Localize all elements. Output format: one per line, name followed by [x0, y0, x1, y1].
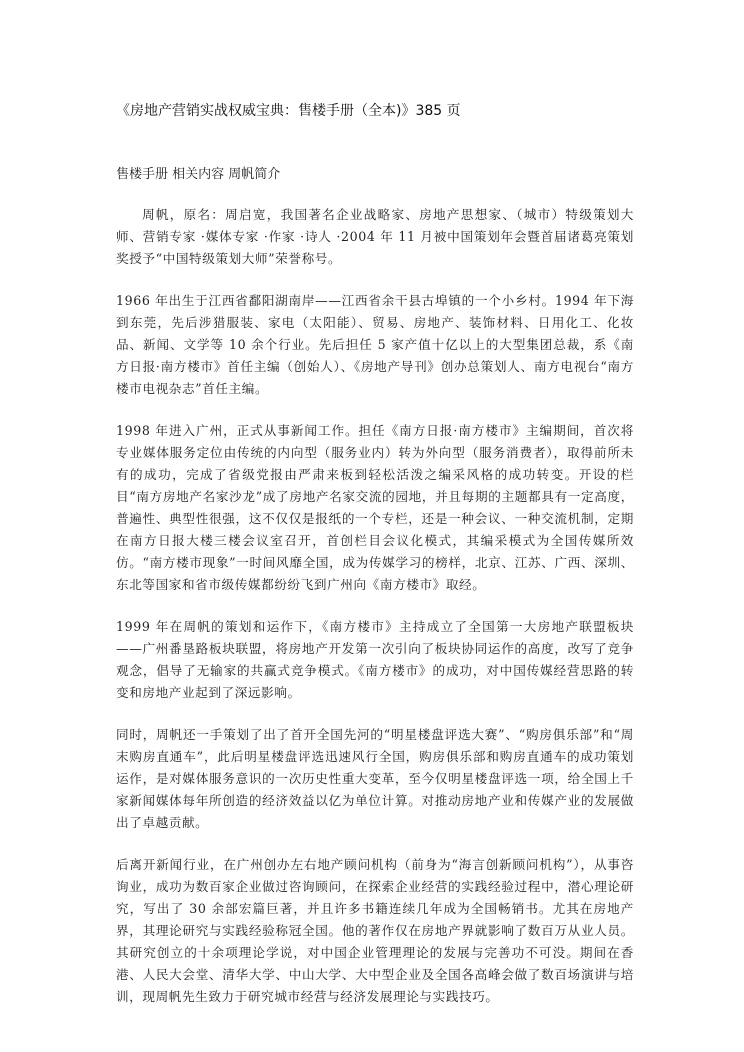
paragraph-events: 同时，周帆还一手策划了出了首开全国先河的“明星楼盘评选大赛”、“购房俱乐部”和“周末购房直通车”，此后明星楼盘评选迅速风行全国，购房俱乐部和购房直通车的成功策划运作，是对媒体服务意识的一次历史性重大变革，至今仅明星楼盘评选一项，给全国上千家新闻媒体每年所创造的经济效益以亿为单位计算。对推动房地产业和传媒产业的发展做出了卓越贡献。 — [116, 727, 634, 830]
paragraph-early-career: 1966 年出生于江西省鄱阳湖南岸——江西省余干县古埠镇的一个小乡村。1994 年下海到东莞，先后涉猎服装、家电（太阳能）、贸易、房地产、装饰材料、日用化工、化妆品、新闻、文学等 10 余个行业。先后担任 5 家产值十亿以上的大型集团总裁，系《南方日报·南方楼市》首任主编（创始人）、《房地产导刊》创办总策划人、南方电视台“南方楼市电视杂志”首任主编。 — [116, 293, 634, 396]
document-title: 《房地产营销实战权威宝典：售楼手册（全本)》385 页 — [116, 103, 461, 119]
document-body — [116, 204, 634, 1028]
paragraph-consulting: 后离开新闻行业，在广州创办左右地产顾问机构（前身为“海言创新顾问机构”），从事咨询业，成功为数百家企业做过咨询顾问，在探索企业经营的实践经验过程中，潜心理论研究，写出了 30 余部宏篇巨著，并且许多书籍连续几年成为全国畅销书。尤其在房地产界，其理论研究与实践经验称冠全国。他的著作仅在房地产界就影响了数百万从业人员。其研究创立的十余项理论学说，对中国企业管理理论的发展与完善功不可没。期间在香港、人民大会堂、清华大学、中山大学、大中型企业及全国各高峰会做了数百场演讲与培训，现周帆先生致力于研究城市经营与经济发展理论与实践技巧。 — [116, 857, 634, 1004]
section-label: 售楼手册 相关内容 周帆简介 — [116, 167, 281, 182]
paragraph-intro: 周帆，原名：周启宽，我国著名企业战略家、房地产思想家、（城市）特级策划大师、营销专家 ·媒体专家 ·作家 ·诗人 ·2004 年 11 月被中国策划年会暨首届诸葛亮策划奖授予“中国特级策划大师”荣誉称号。 — [116, 207, 634, 266]
paragraph-journalism: 1998 年进入广州，正式从事新闻工作。担任《南方日报·南方楼市》主编期间，首次将专业媒体服务定位由传统的内向型（服务业内）转为外向型（服务消费者），取得前所未有的成功，完成了省级党报由严肃来板到轻松活泼之编采风格的成功转变。开设的栏目“南方房地产名家沙龙”成了房地产名家交流的园地，并且每期的主题都具有一定高度，普遍性、典型性很强，这不仅仅是报纸的一个专栏，还是一种会议、一种交流机制，定期在南方日报大楼三楼会议室召开，首创栏目会议化模式，其编采模式为全国传媒所效仿。“南方楼市现象”一时间风靡全国，成为传媒学习的榜样，北京、江苏、广西、深圳、东北等国家和省市级传媒都纷纷飞到广州向《南方楼市》取经。 — [116, 423, 634, 592]
paragraph-alliance: 1999 年在周帆的策划和运作下，《南方楼市》主持成立了全国第一大房地产联盟板块——广州番垦路板块联盟，将房地产开发第一次引向了板块协同运作的高度，改写了竞争观念，倡导了无输家的共赢式竞争模式。《南方楼市》的成功，对中国传媒经营思路的转变和房地产业起到了深远影响。 — [116, 619, 634, 700]
